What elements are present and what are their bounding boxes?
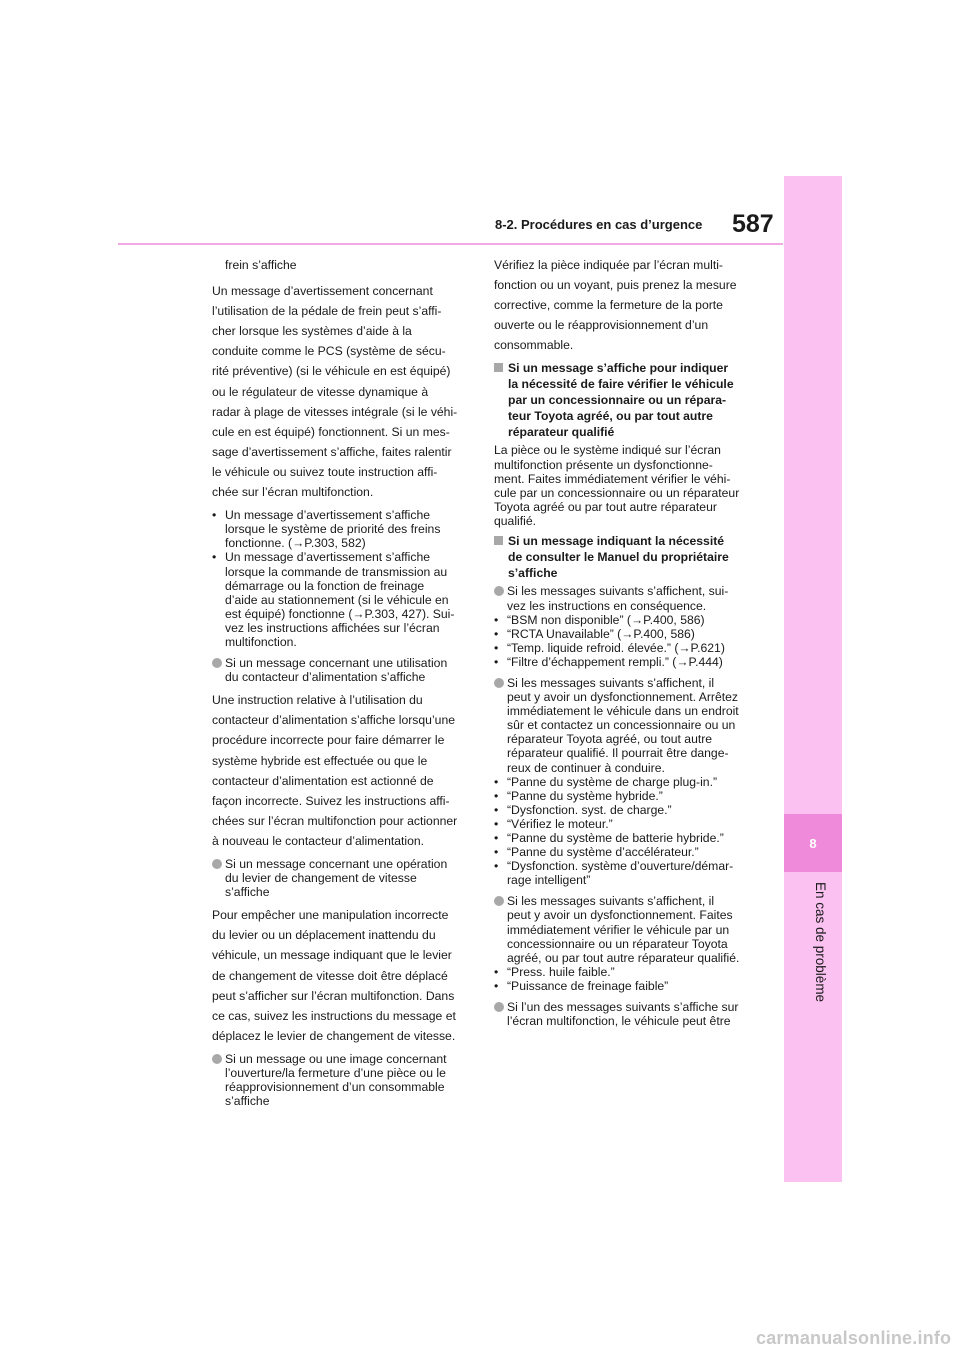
text-line: Toyota agréé ou par tout autre réparateur (494, 499, 717, 514)
list-item-line: d’aide au stationnement (si le véhicule en (225, 592, 449, 607)
text-line: réparateur qualifié. Il pourrait être dange- (507, 746, 729, 761)
circle-bullet-icon (212, 658, 222, 668)
text-line: Vérifiez la pièce indiquée par l’écran multi- (494, 258, 723, 272)
list-item-line: “Puissance de freinage faible” (507, 978, 669, 993)
text-line: radar à plage de vitesses intégrale (si le véhi- (212, 404, 458, 419)
text-line: cher lorsque les systèmes d’aide à la (212, 324, 412, 339)
list-item-line: lorsque le système de priorité des freins (225, 522, 441, 537)
footer-watermark: carmanualsonline.info (756, 1328, 952, 1348)
text-line: chées sur l’écran multifonction pour actionner (212, 813, 458, 828)
text-line: Si un message ou une image concernant (225, 1051, 447, 1066)
dot-marker-icon: • (494, 802, 499, 817)
page-number: 587 (732, 210, 774, 238)
circle-bullet-icon (494, 678, 504, 688)
text-line: s’affiche (225, 885, 270, 900)
text-line: peut y avoir un dysfonctionnement. Faites (507, 908, 733, 923)
text-line: sage d’avertissement s’affiche, faites ralentir (212, 444, 452, 459)
dot-marker-icon: • (494, 654, 499, 669)
list-item-line: lorsque la commande de transmission au (225, 564, 448, 579)
square-bullet-icon (494, 536, 503, 545)
list-item-line: est équipé) fonctionne (→P.303, 427). Sui- (225, 606, 455, 621)
paragraph-power-switch (212, 690, 474, 851)
text-line: véhicule, un message indiquant que le levier (212, 948, 452, 963)
dot-marker-icon: • (494, 788, 499, 803)
text-line: de changement de vitesse doit être déplacé (212, 968, 448, 983)
text-line: déplacez le levier de changement de vitesse. (212, 1028, 456, 1043)
text-line: chée sur l’écran multifonction. (212, 485, 374, 500)
list-item-line: “Panne du système de charge plug-in.” (507, 774, 718, 789)
list-item-line: fonctionne. (→P.303, 582) (225, 536, 366, 551)
text-line: qualifié. (494, 513, 537, 528)
continued-heading: frein s’affiche (225, 258, 297, 272)
text-line: ouverte ou le réapprovisionnement d’un (494, 318, 709, 333)
list-item (494, 775, 756, 789)
dot-marker-icon: • (494, 845, 499, 860)
section-title: 8-2. Procédures en cas d’urgence (495, 217, 703, 232)
text-line: la nécessité de faire vérifier le véhicule (508, 377, 734, 392)
dot-marker-icon: • (494, 612, 499, 627)
message-list-2 (494, 775, 756, 888)
heading-shift-lever (212, 857, 474, 899)
text-line: contacteur d’alimentation s’affiche lorsqu’une (212, 713, 455, 728)
list-item (212, 508, 474, 550)
list-item-line: démarrage ou la fonction de freinage (225, 578, 425, 593)
text-line: Si les messages suivants s’affichent, sui- (507, 584, 729, 599)
heading-open-close-part (212, 1052, 474, 1108)
list-item-line: rage intelligent” (507, 873, 591, 888)
list-item-line: multifonction. (225, 634, 297, 649)
dot-marker-icon: • (494, 816, 499, 831)
text-line: ou le régulateur de vitesse dynamique à (212, 384, 429, 399)
message-list-3 (494, 965, 756, 993)
list-item-line: “Temp. liquide refroid. élevée.” (→P.621) (507, 640, 725, 655)
text-line: réparateur Toyota agréé, ou tout autre (507, 732, 713, 747)
text-line: procédure incorrecte pour faire démarrer le (212, 733, 445, 748)
bullet-check-vehicle (494, 894, 756, 964)
list-item-line: “Panne du système d’accélérateur.” (507, 845, 699, 860)
list-item-line: “Filtre d’échappement rempli.” (→P.444) (507, 654, 723, 669)
list-item (212, 550, 474, 649)
list-item (494, 789, 756, 803)
text-line: peut s’afficher sur l’écran multifonction. Dans (212, 988, 455, 1003)
heading-owners-manual (494, 534, 756, 581)
text-line: Une instruction relative à l’utilisation du (212, 693, 423, 708)
text-line: le véhicule ou suivez toute instruction affi- (212, 464, 438, 479)
text-line: Un message d’avertissement concernant (212, 284, 433, 299)
list-item (494, 641, 756, 655)
list-item (494, 655, 756, 669)
text-line: l’ouverture/la fermeture d’une pièce ou le (225, 1066, 446, 1081)
text-line: multifonction présente un dysfonctionne- (494, 457, 713, 472)
circle-bullet-icon (494, 1002, 504, 1012)
text-line: Si les messages suivants s’affichent, il (507, 894, 715, 909)
text-line: du levier de changement de vitesse (225, 871, 417, 886)
dot-marker-icon: • (212, 550, 217, 565)
text-line: s’affiche (508, 565, 558, 580)
paragraph-brake-warning (212, 281, 474, 502)
chapter-side-tab (784, 176, 842, 1182)
message-list-1 (494, 613, 756, 669)
paragraph-check-part (494, 255, 756, 355)
paragraph-shift-lever (212, 905, 474, 1046)
text-line: Si un message concernant une utilisation (225, 656, 448, 671)
brake-warning-list (212, 508, 474, 649)
text-line: concessionnaire ou un réparateur Toyota (507, 936, 728, 951)
text-line: Si un message s’affiche pour indiquer (508, 361, 729, 376)
text-line: système hybride est effectuée ou que le (212, 753, 428, 768)
circle-bullet-icon (212, 1054, 222, 1064)
text-line: teur Toyota agréé, ou par tout autre (508, 408, 713, 423)
square-bullet-icon (494, 363, 503, 372)
list-item (494, 859, 756, 887)
list-item-line: “Dysfonction. système d’ouverture/démar- (507, 859, 734, 874)
text-line: l’utilisation de la pédale de frein peut s’affi- (212, 304, 442, 319)
text-line: peut y avoir un dysfonctionnement. Arrêtez (507, 690, 739, 705)
text-line: corrective, comme la fermeture de la porte (494, 298, 723, 313)
text-line: cule en est équipé) fonctionnent. Si un mes- (212, 424, 450, 439)
text-line: contacteur d’alimentation est actionné de (212, 773, 434, 788)
text-line: agréé, ou par tout autre réparateur qualifié. (507, 950, 740, 965)
text-line: à nouveau le contacteur d’alimentation. (212, 833, 425, 848)
circle-bullet-icon (494, 896, 504, 906)
list-item-line: “Panne du système de batterie hybride.” (507, 831, 724, 845)
text-line: Si les messages suivants s’affichent, il (507, 675, 715, 690)
text-line: ce cas, suivez les instructions du message et (212, 1008, 456, 1023)
list-item-line: “Panne du système hybride.” (507, 788, 663, 803)
dot-marker-icon: • (212, 508, 217, 523)
dot-marker-icon: • (494, 774, 499, 789)
text-line: ment. Faites immédiatement vérifier le véhi- (494, 471, 731, 486)
text-line: La pièce ou le système indiqué sur l’écran (494, 443, 721, 458)
text-line: fonction ou un voyant, puis prenez la mesure (494, 278, 737, 293)
list-item (494, 979, 756, 993)
chapter-number: 8 (784, 814, 842, 872)
list-item (494, 613, 756, 627)
text-line: consommable. (494, 338, 574, 353)
text-line: rité préventive) (si le véhicule en est équipé) (212, 364, 451, 379)
heading-dealer-check (494, 361, 756, 440)
text-line: reux de continuer à conduire. (507, 760, 665, 775)
chapter-title: En cas de problème (813, 882, 828, 1003)
text-line: immédiatement vérifier le véhicule par un (507, 922, 730, 937)
list-item (494, 831, 756, 845)
list-item (494, 845, 756, 859)
header-rule (118, 243, 783, 245)
text-line: façon incorrecte. Suivez les instructions affi- (212, 793, 450, 808)
paragraph-dealer-check (494, 443, 756, 528)
list-item (494, 817, 756, 831)
text-line: l’écran multifonction, le véhicule peut être (507, 1014, 731, 1029)
text-line: du contacteur d’alimentation s’affiche (225, 670, 426, 685)
left-column (212, 255, 474, 1114)
circle-bullet-icon (494, 586, 504, 596)
list-item-line: “Dysfonction. syst. de charge.” (507, 802, 672, 817)
text-line: Si un message indiquant la nécessité (508, 534, 725, 549)
text-line: Si l’un des messages suivants s’affiche sur (507, 1000, 739, 1015)
list-item (494, 627, 756, 641)
bullet-multifunction (494, 1000, 756, 1028)
list-item-line: “Press. huile faible.” (507, 964, 615, 979)
list-item-line: Un message d’avertissement s’affiche (225, 508, 431, 523)
heading-power-switch (212, 656, 474, 684)
list-item (494, 803, 756, 817)
list-item-line: “BSM non disponible” (→P.400, 586) (507, 612, 705, 627)
list-item-line: vez les instructions affichées sur l’écran (225, 620, 440, 635)
list-item-line: “Vérifiez le moteur.” (507, 816, 613, 831)
list-item-line: “RCTA Unavailable” (→P.400, 586) (507, 626, 695, 641)
text-line: vez les instructions en conséquence. (507, 598, 707, 613)
text-line: Pour empêcher une manipulation incorrecte (212, 908, 449, 923)
dot-marker-icon: • (494, 626, 499, 641)
list-item-line: Un message d’avertissement s’affiche (225, 550, 431, 565)
bullet-stop-vehicle (494, 676, 756, 775)
list-item (494, 965, 756, 979)
bullet-follow-instructions (494, 584, 756, 612)
text-line: Si un message concernant une opération (225, 857, 448, 871)
dot-marker-icon: • (494, 978, 499, 993)
dot-marker-icon: • (494, 859, 499, 874)
text-line: de consulter le Manuel du propriétaire (508, 549, 729, 564)
dot-marker-icon: • (494, 964, 499, 979)
text-line: sûr et contactez un concessionnaire ou un (507, 718, 736, 733)
text-line: cule par un concessionnaire ou un réparateur (494, 485, 740, 500)
circle-bullet-icon (212, 859, 222, 869)
text-line: s’affiche (225, 1094, 270, 1109)
text-line: du levier ou un déplacement inattendu du (212, 928, 436, 943)
text-line: par un concessionnaire ou un répara- (508, 393, 727, 408)
text-line: réapprovisionnement d’un consommable (225, 1080, 445, 1095)
dot-marker-icon: • (494, 831, 499, 845)
text-line: réparateur qualifié (508, 424, 615, 439)
dot-marker-icon: • (494, 640, 499, 655)
text-line: conduite comme le PCS (système de sécu- (212, 344, 446, 359)
text-line: immédiatement le véhicule dans un endroit (507, 704, 739, 719)
right-column (494, 255, 756, 1034)
